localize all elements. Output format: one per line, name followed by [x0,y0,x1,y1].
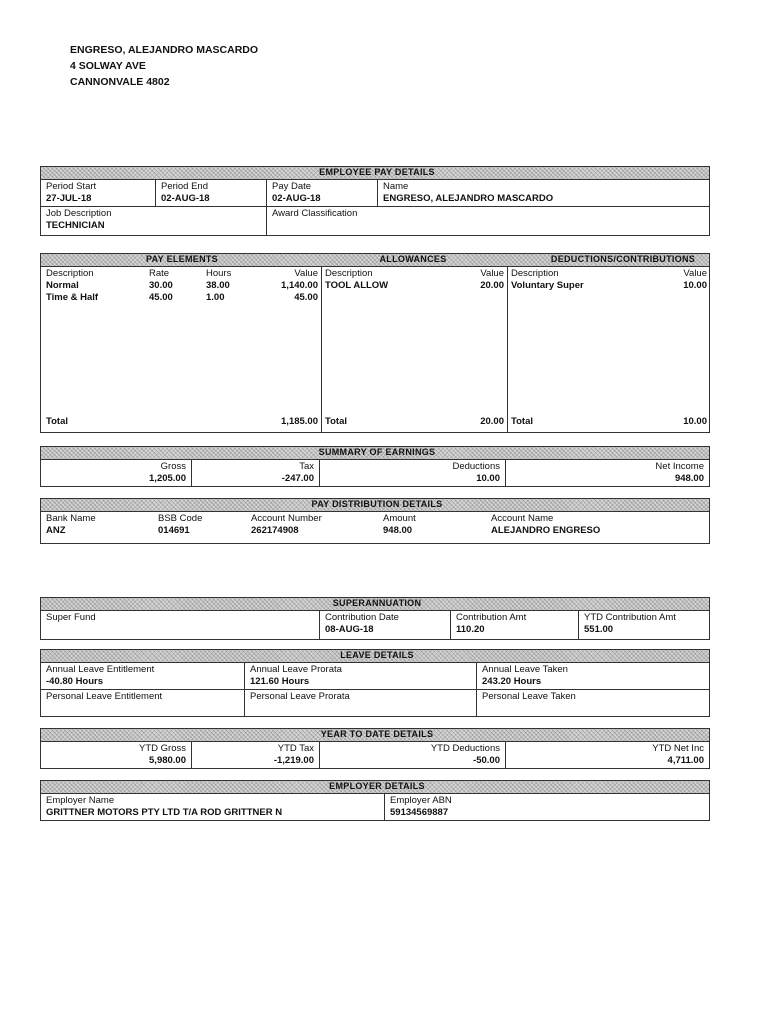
pay-date-value: 02-AUG-18 [272,193,321,204]
employer-name-value: GRITTNER MOTORS PTY LTD T/A ROD GRITTNER N [46,807,283,818]
contribution-date-value: 08-AUG-18 [325,624,374,635]
job-description-value: TECHNICIAN [46,220,105,231]
job-description-label: Job Description [46,208,112,219]
bank-name-label: Bank Name [46,513,96,524]
section-header [41,499,709,512]
deductions-total-label: Total [511,416,533,427]
pe-col-rate: Rate [149,268,170,279]
ytd-gross-value: 5,980.00 [149,755,186,766]
net-income-label: Net Income [655,461,704,472]
section-title: YEAR TO DATE DETAILS [320,729,434,739]
annual-leave-taken-value: 243.20 Hours [482,676,542,687]
ytd-gross-label: YTD Gross [139,743,186,754]
employer-abn-label: Employer ABN [390,795,452,806]
amount-value: 948.00 [383,525,413,536]
recipient-address [70,42,258,90]
period-end-label: Period End [161,181,209,192]
deduction-value: 10.00 [683,280,707,291]
pay-element-value: 45.00 [294,292,318,303]
section-title: EMPLOYEE PAY DETAILS [319,167,435,177]
deductions-value: 10.00 [476,473,500,484]
pay-distribution-details [40,498,710,544]
section-header [41,781,709,794]
leave-details [40,649,710,717]
ytd-contribution-label: YTD Contribution Amt [584,612,676,623]
superannuation-details [40,597,710,640]
year-to-date-details [40,728,710,769]
award-classification-label: Award Classification [272,208,358,219]
allow-col-description: Description [325,268,373,279]
personal-leave-taken-label: Personal Leave Taken [482,691,576,702]
bsb-code-label: BSB Code [158,513,203,524]
ded-col-description: Description [511,268,559,279]
recipient-street: 4 SOLWAY AVE [70,60,146,72]
contribution-amt-value: 110.20 [456,624,485,635]
super-fund-label: Super Fund [46,612,96,623]
ytd-tax-value: -1,219.00 [273,755,314,766]
net-income-value: 948.00 [674,473,704,484]
annual-leave-prorata-value: 121.60 Hours [250,676,310,687]
section-title: EMPLOYER DETAILS [329,781,425,791]
allowances-title: ALLOWANCES [379,254,447,264]
pay-element-description: Time & Half [46,292,99,303]
employee-name-value: ENGRESO, ALEJANDRO MASCARDO [383,193,554,204]
summary-of-earnings [40,446,710,487]
allowance-value: 20.00 [480,280,504,291]
contribution-date-label: Contribution Date [325,612,399,623]
pe-col-description: Description [46,268,94,279]
ytd-contribution-value: 551.00 [584,624,614,635]
ytd-deductions-label: YTD Deductions [430,743,500,754]
allowances-total: 20.00 [480,416,504,427]
section-title: SUMMARY OF EARNINGS [318,447,436,457]
deductions-total: 10.00 [683,416,707,427]
ytd-net-income-label: YTD Net Inc [652,743,704,754]
employer-abn-value: 59134569887 [390,807,449,818]
pay-element-rate: 45.00 [149,292,173,303]
section-title: PAY DISTRIBUTION DETAILS [311,499,443,509]
pay-element-description: Normal [46,280,79,291]
account-number-value: 262174908 [251,525,299,536]
section-header [41,650,709,663]
allowance-description: TOOL ALLOW [325,280,389,291]
ded-col-value: Value [683,268,707,279]
pay-elements-total-label: Total [46,416,68,427]
employer-name-label: Employer Name [46,795,115,806]
section-header [41,729,709,742]
account-name-label: Account Name [491,513,554,524]
pay-date-label: Pay Date [272,181,312,192]
bank-name-value: ANZ [46,525,66,536]
section-header [41,598,709,611]
allow-col-value: Value [480,268,504,279]
amount-label: Amount [383,513,416,524]
allowances-total-label: Total [325,416,347,427]
section-title: SUPERANNUATION [332,598,422,608]
pay-elements-title: PAY ELEMENTS [146,254,218,264]
employee-pay-details [40,166,710,236]
deductions-label: Deductions [452,461,500,472]
personal-leave-prorata-label: Personal Leave Prorata [250,691,350,702]
account-name-value: ALEJANDRO ENGRESO [491,525,601,536]
tax-value: -247.00 [281,473,314,484]
period-start-label: Period Start [46,181,97,192]
annual-leave-taken-label: Annual Leave Taken [482,664,568,675]
pay-element-value: 1,140.00 [281,280,318,291]
period-start-value: 27-JUL-18 [46,193,92,204]
annual-leave-prorata-label: Annual Leave Prorata [250,664,342,675]
recipient-name: ENGRESO, ALEJANDRO MASCARDO [70,44,259,56]
pay-elements-section [40,253,710,433]
account-number-label: Account Number [251,513,322,524]
personal-leave-entitlement-label: Personal Leave Entitlement [46,691,163,702]
ytd-tax-label: YTD Tax [277,743,314,754]
contribution-amt-label: Contribution Amt [456,612,527,623]
bsb-code-value: 014691 [158,525,190,536]
annual-leave-entitlement-label: Annual Leave Entitlement [46,664,155,675]
pe-col-hours: Hours [206,268,232,279]
tax-label: Tax [299,461,314,472]
annual-leave-entitlement-value: -40.80 Hours [46,676,104,687]
pay-element-hours: 38.00 [206,280,230,291]
deduction-description: Voluntary Super [511,280,584,291]
deductions-title: DEDUCTIONS/CONTRIBUTIONS [550,254,696,264]
employee-name-label: Name [383,181,409,192]
pe-col-value: Value [294,268,318,279]
period-end-value: 02-AUG-18 [161,193,210,204]
pay-element-rate: 30.00 [149,280,173,291]
pay-element-hours: 1.00 [206,292,225,303]
ytd-deductions-value: -50.00 [473,755,500,766]
section-title: LEAVE DETAILS [340,650,414,660]
section-header [41,167,709,180]
gross-value: 1,205.00 [149,473,186,484]
employer-details [40,780,710,821]
section-header [41,447,709,460]
recipient-city: CANNONVALE 4802 [70,76,170,88]
ytd-net-income-value: 4,711.00 [667,755,704,766]
gross-label: Gross [160,461,186,472]
section-header [41,254,709,267]
pay-elements-total: 1,185.00 [281,416,318,427]
